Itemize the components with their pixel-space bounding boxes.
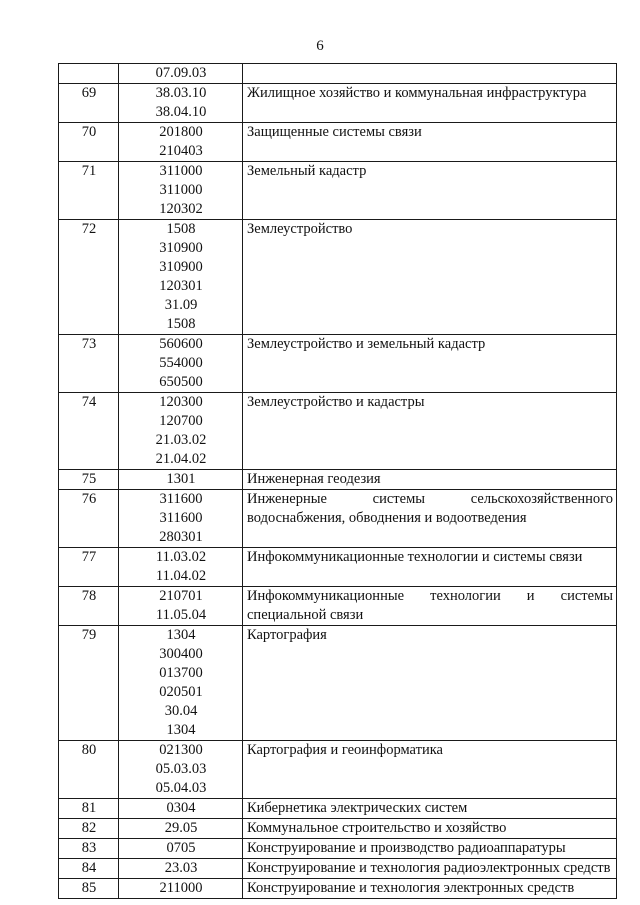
specialty-code: 311600 [159, 491, 203, 507]
specialty-name: Картография и геоинформатика [243, 741, 617, 799]
specialty-name: Инфокоммуникационные технологии и системы специальной связи [243, 587, 617, 626]
specialty-codes [119, 741, 243, 799]
table-row [59, 626, 617, 741]
specialty-code: 120300 [159, 394, 203, 410]
specialty-code: 310900 [159, 240, 203, 256]
row-number: 77 [59, 548, 119, 587]
row-number: 69 [59, 84, 119, 123]
table-row [59, 220, 617, 335]
specialty-name: Кибернетика электрических систем [243, 799, 617, 819]
row-number: 83 [59, 839, 119, 859]
specialty-codes [119, 879, 243, 899]
specialty-name: Конструирование и технология радиоэлектронных средств [243, 859, 617, 879]
specialty-code: 311600 [159, 510, 203, 526]
row-number: 79 [59, 626, 119, 741]
table-row [59, 839, 617, 859]
specialty-codes [119, 84, 243, 123]
specialty-name: Конструирование и производство радиоаппаратуры [243, 839, 617, 859]
specialty-codes [119, 220, 243, 335]
specialty-code: 05.03.03 [155, 761, 207, 777]
table-row [59, 64, 617, 84]
table-row [59, 799, 617, 819]
specialty-code: 020501 [159, 684, 203, 700]
specialty-code: 0705 [166, 840, 196, 856]
specialty-code: 11.05.04 [155, 607, 207, 623]
specialty-code: 1304 [166, 627, 196, 643]
table-row [59, 84, 617, 123]
table-row [59, 393, 617, 470]
specialty-code: 07.09.03 [155, 65, 207, 81]
specialty-codes [119, 123, 243, 162]
table-row [59, 741, 617, 799]
specialty-code: 0304 [166, 800, 196, 816]
specialty-codes [119, 470, 243, 490]
specialty-code: 560600 [159, 336, 203, 352]
specialty-code: 1301 [166, 471, 196, 487]
specialty-codes [119, 626, 243, 741]
specialty-code: 29.05 [164, 820, 198, 836]
specialty-codes [119, 587, 243, 626]
row-number: 70 [59, 123, 119, 162]
specialty-code: 120700 [159, 413, 203, 429]
specialty-codes [119, 393, 243, 470]
specialty-name: Землеустройство [243, 220, 617, 335]
specialty-code: 310900 [159, 259, 203, 275]
specialty-name: Жилищное хозяйство и коммунальная инфраструктура [243, 84, 617, 123]
table-row [59, 879, 617, 899]
table-row [59, 859, 617, 879]
specialty-name: Коммунальное строительство и хозяйство [243, 819, 617, 839]
specialty-code: 311000 [159, 163, 203, 179]
specialty-name: Картография [243, 626, 617, 741]
table-body [59, 64, 617, 899]
specialty-code: 30.04 [164, 703, 198, 719]
table-row [59, 819, 617, 839]
specialty-codes [119, 64, 243, 84]
row-number: 75 [59, 470, 119, 490]
specialty-code: 1508 [166, 221, 196, 237]
specialty-code: 201800 [159, 124, 203, 140]
specialty-code: 311000 [159, 182, 203, 198]
specialty-code: 021300 [159, 742, 203, 758]
specialty-codes [119, 548, 243, 587]
specialty-code: 210701 [159, 588, 203, 604]
specialty-codes [119, 162, 243, 220]
specialty-code: 120302 [159, 201, 203, 217]
specialty-code: 21.04.02 [155, 451, 207, 467]
table-row [59, 548, 617, 587]
row-number: 80 [59, 741, 119, 799]
table-row [59, 587, 617, 626]
specialty-code: 211000 [159, 880, 203, 896]
specialty-name [243, 64, 617, 84]
specialty-name: Землеустройство и земельный кадастр [243, 335, 617, 393]
specialty-code: 1304 [166, 722, 196, 738]
specialty-code: 05.04.03 [155, 780, 207, 796]
specialty-code: 21.03.02 [155, 432, 207, 448]
table-row [59, 123, 617, 162]
specialty-code: 1508 [166, 316, 196, 332]
row-number: 72 [59, 220, 119, 335]
table-row [59, 335, 617, 393]
specialty-code: 31.09 [164, 297, 198, 313]
specialty-name: Инженерные системы сельскохозяйственного водоснабжения, обводнения и водоотведения [243, 490, 617, 548]
row-number: 78 [59, 587, 119, 626]
row-number [59, 64, 119, 84]
specialty-code: 23.03 [164, 860, 198, 876]
row-number: 71 [59, 162, 119, 220]
specialty-codes [119, 799, 243, 819]
specialty-code: 650500 [159, 374, 203, 390]
specialty-code: 38.04.10 [155, 104, 207, 120]
row-number: 74 [59, 393, 119, 470]
specialty-name: Земельный кадастр [243, 162, 617, 220]
row-number: 84 [59, 859, 119, 879]
specialty-codes [119, 490, 243, 548]
row-number: 76 [59, 490, 119, 548]
row-number: 85 [59, 879, 119, 899]
specialty-name: Землеустройство и кадастры [243, 393, 617, 470]
table-row [59, 490, 617, 548]
specialty-name: Конструирование и технология электронных средств [243, 879, 617, 899]
specialty-code: 210403 [159, 143, 203, 159]
row-number: 81 [59, 799, 119, 819]
specialty-code: 120301 [159, 278, 203, 294]
specialty-code: 38.03.10 [155, 85, 207, 101]
specialty-code: 300400 [159, 646, 203, 662]
specialty-name: Инженерная геодезия [243, 470, 617, 490]
specialties-table [58, 63, 617, 899]
specialty-code: 013700 [159, 665, 203, 681]
specialty-code: 11.04.02 [155, 568, 207, 584]
specialty-code: 11.03.02 [155, 549, 207, 565]
specialty-codes [119, 859, 243, 879]
page-number: 6 [316, 38, 324, 54]
specialty-name: Инфокоммуникационные технологии и системы связи [243, 548, 617, 587]
specialty-code: 554000 [159, 355, 203, 371]
specialty-name: Защищенные системы связи [243, 123, 617, 162]
row-number: 73 [59, 335, 119, 393]
specialty-codes [119, 335, 243, 393]
specialty-codes [119, 819, 243, 839]
row-number: 82 [59, 819, 119, 839]
specialty-codes [119, 839, 243, 859]
table-row [59, 162, 617, 220]
table-row [59, 470, 617, 490]
specialty-code: 280301 [159, 529, 203, 545]
